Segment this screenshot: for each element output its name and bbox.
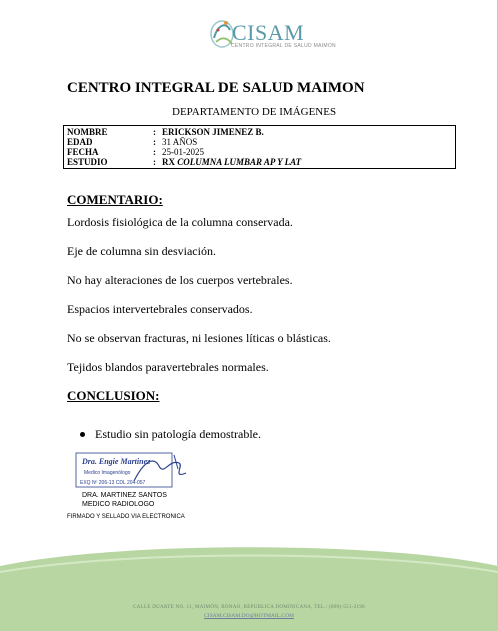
comment-heading: COMENTARIO: bbox=[67, 192, 163, 207]
study-value bbox=[162, 157, 301, 167]
conclusion-heading: CONCLUSION: bbox=[67, 388, 160, 403]
comment-line: Eje de columna sin desviación. bbox=[67, 244, 216, 258]
study-label: ESTUDIO bbox=[67, 157, 108, 167]
date-label: FECHA bbox=[67, 147, 99, 157]
page-title: CENTRO INTEGRAL DE SALUD MAIMON bbox=[67, 80, 365, 96]
age-separator: : bbox=[153, 137, 156, 147]
stamp-role: Medico Imagenólogo bbox=[84, 470, 131, 476]
comment-line: Espacios intervertebrales conservados. bbox=[67, 302, 253, 316]
signature-stamp-icon bbox=[74, 451, 194, 491]
conclusion-item: Estudio sin patología demostrable. bbox=[95, 427, 261, 441]
patient-name: ERICKSON JIMENEZ B. bbox=[162, 127, 264, 137]
bullet-icon bbox=[80, 432, 85, 437]
signer-name: DRA. MARTINEZ SANTOS bbox=[82, 492, 167, 499]
age-label: EDAD bbox=[67, 137, 93, 147]
comment-line: Lordosis fisiológica de la columna conservada. bbox=[67, 215, 293, 229]
name-label: NOMBRE bbox=[67, 127, 108, 137]
stamp-name: Dra. Engie Martinez bbox=[82, 457, 151, 466]
department-label: DEPARTAMENTO DE IMÁGENES bbox=[172, 106, 337, 118]
patient-info-box bbox=[63, 125, 456, 169]
footer-email[interactable]: CISAM.CISAM.DO@HOTMAIL.COM bbox=[204, 613, 294, 619]
stamp-exeq: EXQ Nº 206-13 CDL 204-057 bbox=[80, 480, 146, 486]
study-name: COLUMNA LUMBAR AP Y LAT bbox=[177, 157, 302, 167]
logo-subtitle: CENTRO INTEGRAL DE SALUD MAIMON bbox=[231, 43, 336, 49]
study-separator: : bbox=[153, 157, 156, 167]
study-prefix: RX bbox=[162, 157, 175, 167]
signature-note: FIRMADO Y SELLADO VIA ELECTRONICA bbox=[67, 514, 185, 520]
signer-role: MEDICO RADIOLOGO bbox=[82, 501, 155, 508]
footer-address: CALLE DUARTE NO. 11, MAIMÓN, BONAO, REPUBLICA DOMINICANA, TEL.: (809)-551-2196 bbox=[133, 605, 365, 610]
date-separator: : bbox=[153, 147, 156, 157]
comment-line: No se observan fracturas, ni lesiones líticas o blásticas. bbox=[67, 331, 331, 345]
name-separator: : bbox=[153, 127, 156, 137]
comment-line: No hay alteraciones de los cuerpos vertebrales. bbox=[67, 273, 293, 287]
logo-wordmark: CISAM bbox=[232, 20, 305, 45]
comment-line: Tejidos blandos paravertebrales normales. bbox=[67, 360, 269, 374]
study-date: 25-01-2025 bbox=[162, 147, 204, 157]
patient-age: 31 AÑOS bbox=[162, 137, 198, 147]
